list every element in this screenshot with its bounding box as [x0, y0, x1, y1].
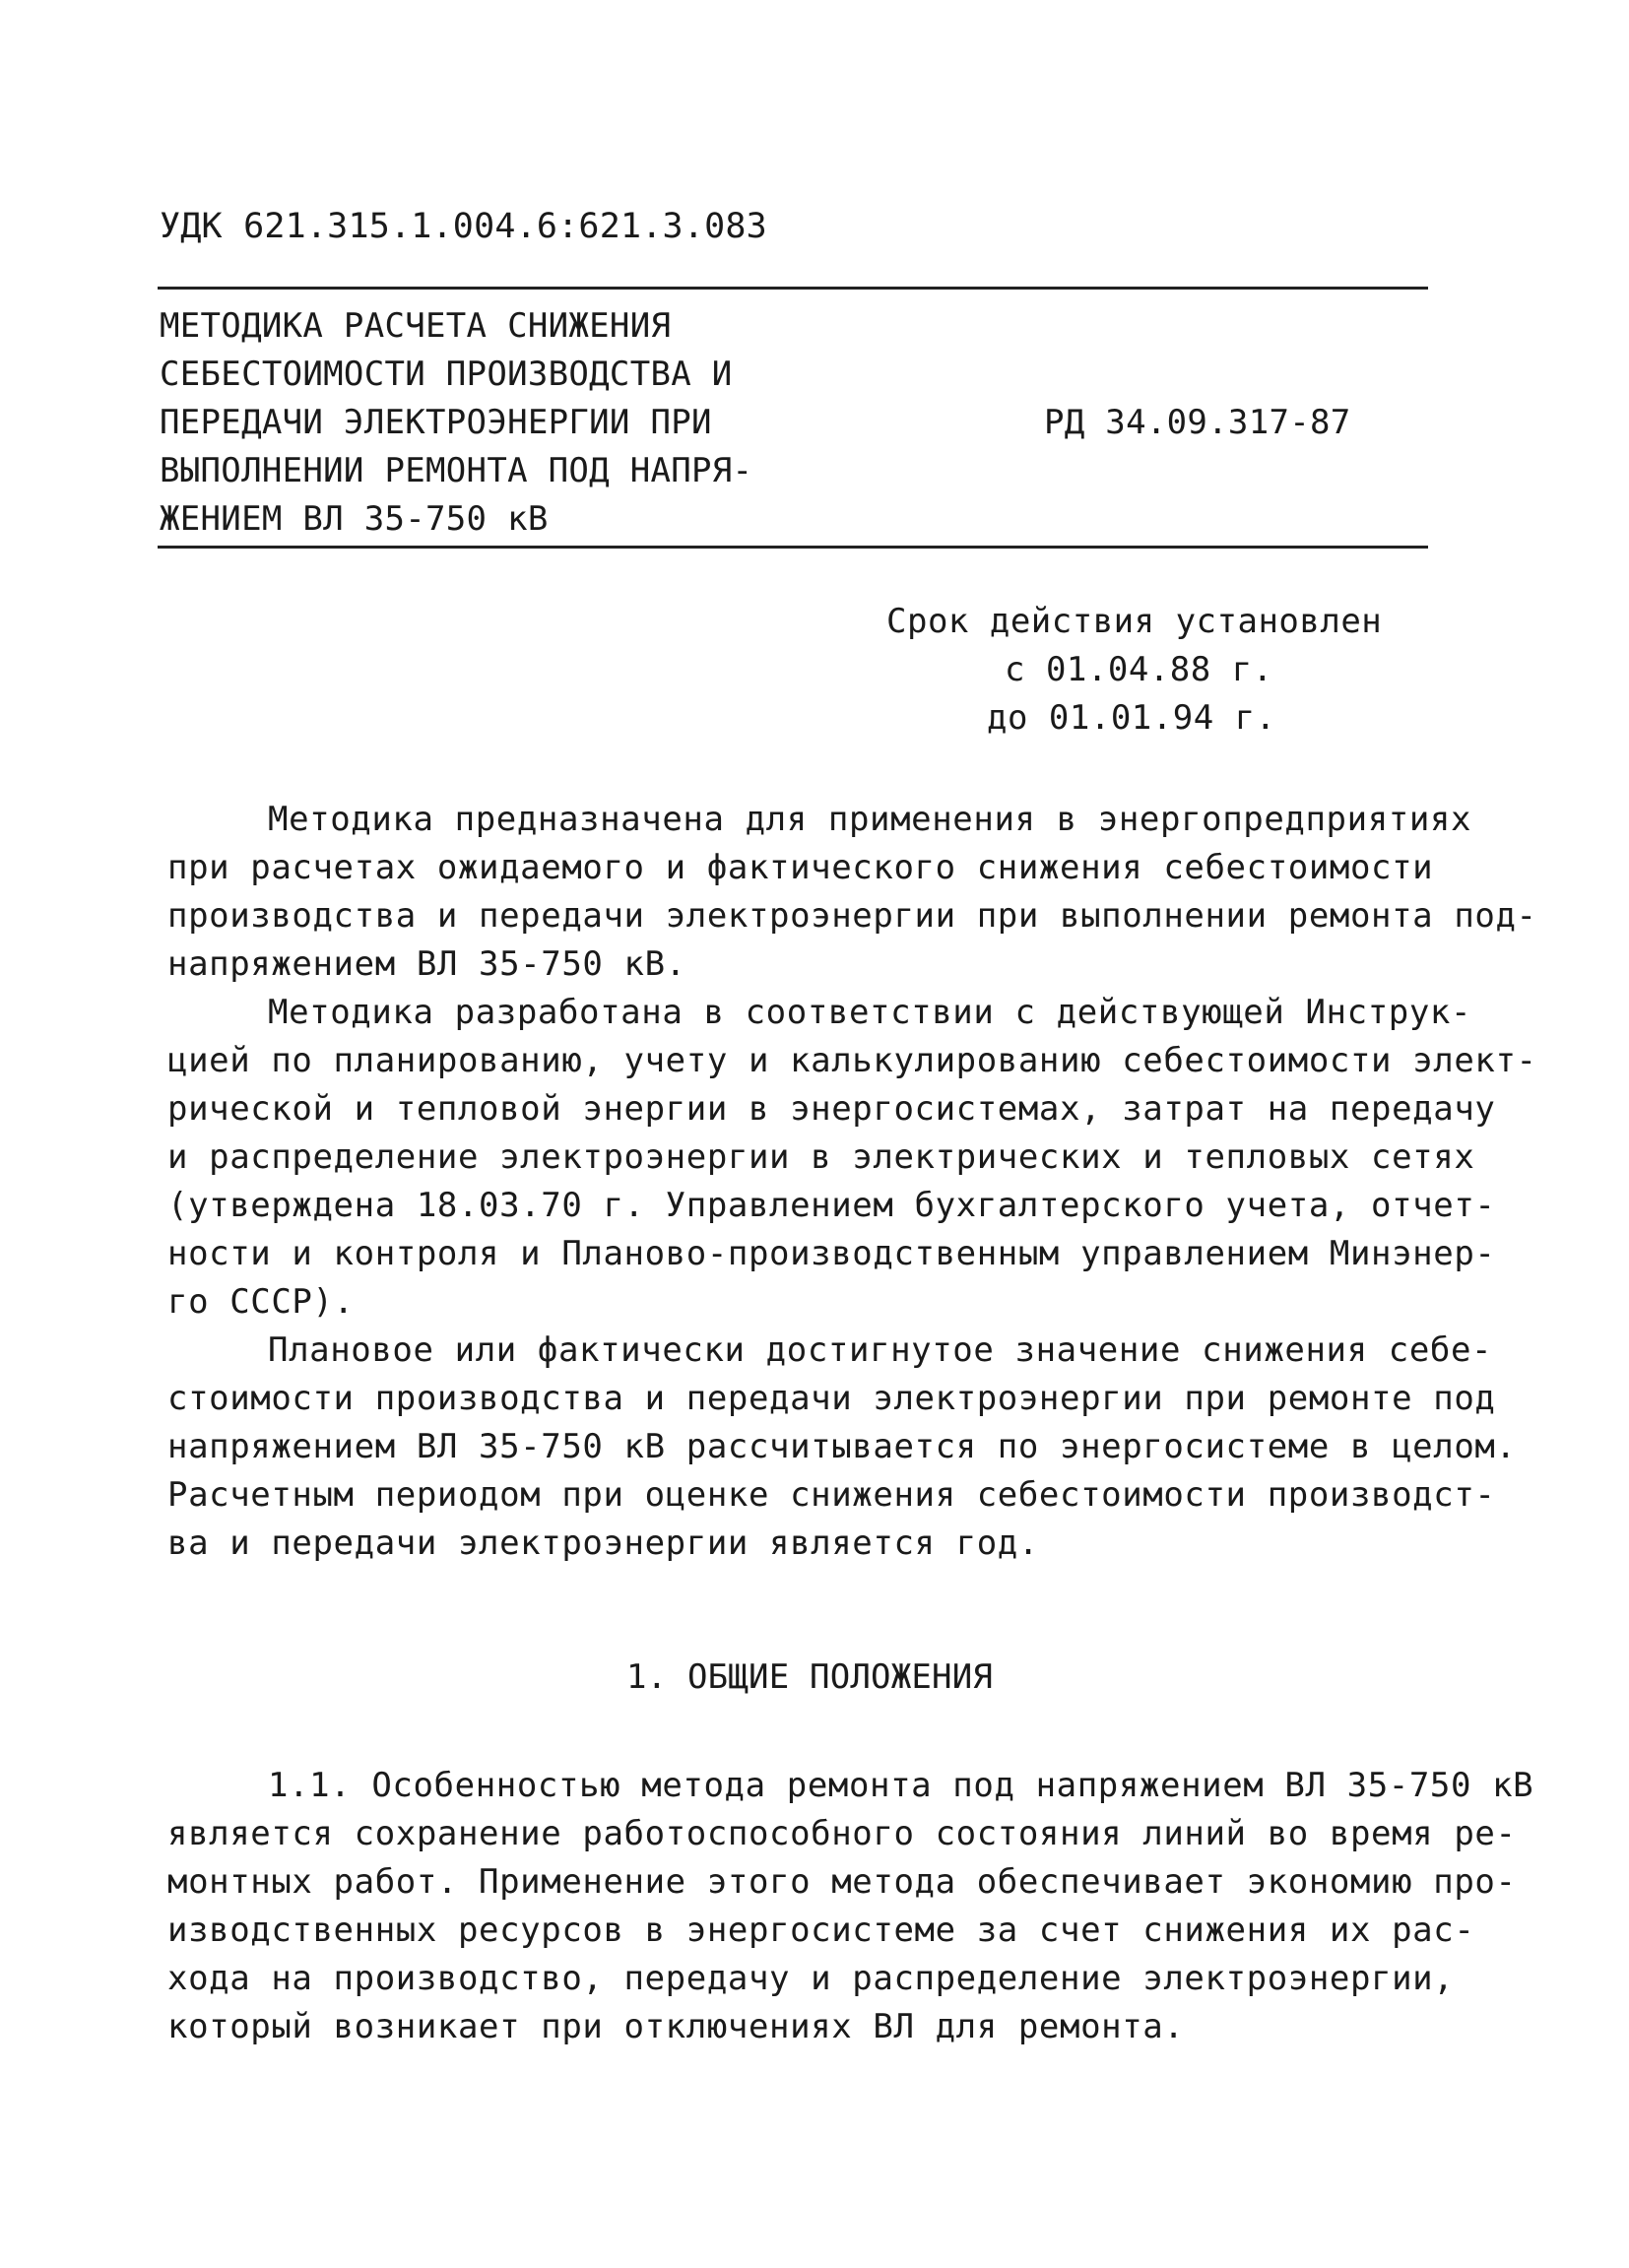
text-line: и распределение электроэнергии в электрических и тепловых сетях [167, 1137, 1475, 1177]
text-line: го СССР). [167, 1282, 355, 1322]
text-line: при расчетах ожидаемого и фактического снижения себестоимости [167, 848, 1434, 887]
text-line: напряжением ВЛ 35-750 кВ. [167, 944, 686, 984]
title-line: СЕБЕСТОИМОСТИ ПРОИЗВОДСТВА И [160, 355, 733, 394]
text-line: который возникает при отключениях ВЛ для ремонта. [167, 2007, 1185, 2046]
title-line: МЕТОДИКА РАСЧЕТА СНИЖЕНИЯ [160, 306, 672, 346]
title-line: ПЕРЕДАЧИ ЭЛЕКТРОЭНЕРГИИ ПРИ [160, 403, 712, 442]
text-line: ности и контроля и Планово-производственным управлением Минэнер- [167, 1234, 1496, 1273]
text-line: производства и передачи электроэнергии при выполнении ремонта под- [167, 896, 1537, 936]
validity-label: Срок действия установлен [886, 602, 1383, 641]
text-line: монтных работ. Применение этого метода обеспечивает экономию про- [167, 1862, 1517, 1902]
text-line: хода на производство, передачу и распределение электроэнергии, [167, 1959, 1455, 1998]
title-line: ВЫПОЛНЕНИИ РЕМОНТА ПОД НАПРЯ- [160, 451, 753, 490]
text-line: напряжением ВЛ 35-750 кВ рассчитывается по энергосистеме в целом. [167, 1427, 1517, 1466]
udk-code: УДК 621.315.1.004.6:621.3.083 [160, 207, 767, 246]
text-line: ва и передачи электроэнергии является год. [167, 1523, 1039, 1563]
title-top-rule [158, 287, 1428, 290]
text-line: (утверждена 18.03.70 г. Управлением бухгалтерского учета, отчет- [167, 1186, 1496, 1225]
text-line: изводственных ресурсов в энергосистеме за счет снижения их рас- [167, 1911, 1475, 1950]
text-line: 1.1. Особенностью метода ремонта под напряжением ВЛ 35-750 кВ [268, 1766, 1534, 1805]
text-line: Методика предназначена для применения в энергопредприятиях [268, 800, 1472, 839]
text-line: рической и тепловой энергии в энергосистемах, затрат на передачу [167, 1089, 1496, 1129]
text-line: Плановое или фактически достигнутое значение снижения себе- [268, 1330, 1493, 1370]
text-line: Методика разработана в соответствии с действующей Инструк- [268, 993, 1472, 1032]
text-line: Расчетным периодом при оценке снижения себестоимости производст- [167, 1475, 1496, 1515]
section-heading: 1. ОБЩИЕ ПОЛОЖЕНИЯ [626, 1657, 994, 1697]
text-line: стоимости производства и передачи электроэнергии при ремонте под [167, 1379, 1496, 1418]
text-line: цией по планированию, учету и калькулированию себестоимости элект- [167, 1041, 1537, 1080]
validity-from: с 01.04.88 г. [1005, 650, 1273, 689]
title-line: ЖЕНИЕМ ВЛ 35-750 кВ [160, 499, 549, 539]
document-code: РД 34.09.317-87 [1044, 403, 1351, 442]
title-bottom-rule [158, 546, 1428, 549]
validity-to: до 01.01.94 г. [987, 698, 1276, 738]
text-line: является сохранение работоспособного состояния линий во время ре- [167, 1814, 1517, 1853]
